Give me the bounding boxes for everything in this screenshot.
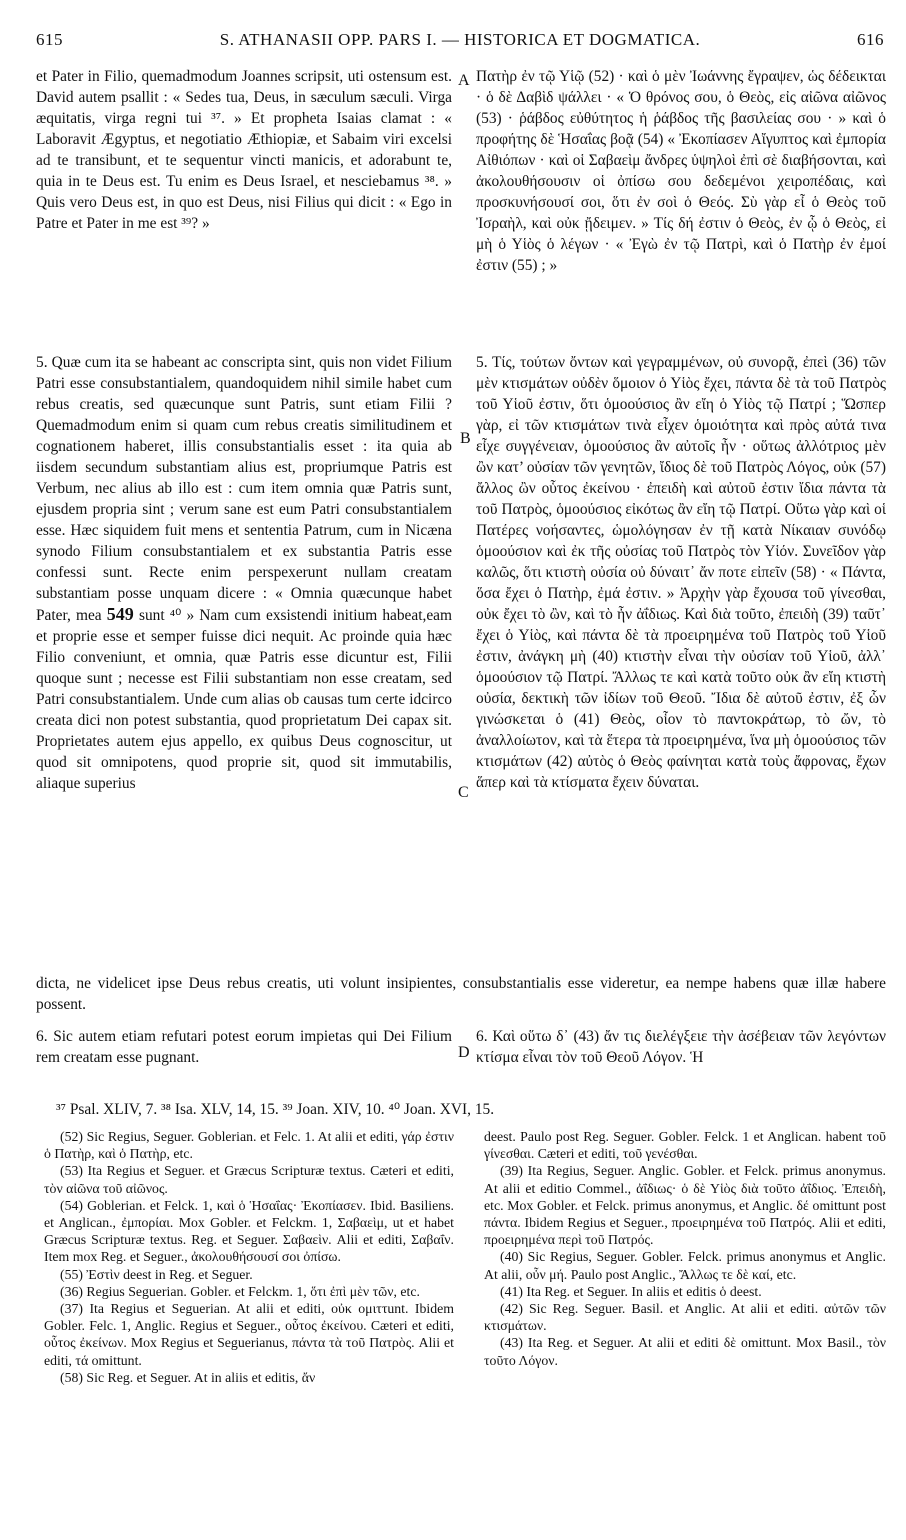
notes-left-column (44, 1128, 454, 1386)
latin-paragraph-5-text-b: sunt ⁴⁰ » Nam cum exsistendi initium habeat,eam et proprie esse et semper fuisse dici nequit. Ac proinde quia hæc Filio conveniunt, et omnia, quæ Patris esse dicuntur est, Filii quoque sunt ; necesse est Filii substantiam non esse creatam, sed Patri consubstantialem. Unde cum alias ob causas tum certe idcirco creata dici non potest substantia, quod proprietatum Dei capax sit. Proprietates autem ejus appello, ex quibus Deus cognoscitur, ut quod sit omnipotens, quod proprie sit, quod sit immutabilis, aliaque superius (36, 607, 452, 792)
note: (39) Ita Regius, Seguer. Anglic. Gobler. et Felck. primus anonymus. At alii et editio Commel., ἀΐδιως· ὁ δὲ Υἱὸς διὰ τοῦτο ἀΐδιος. Ἐπειδὴ, etc. Mox Gobler. et Felck. primus anonymus, et Anglic. δέ omittunt post πάντα. Ibidem Regius et Seguer., προειρημένα τοῦ Πατρός. Alii et editi, προειρημένα περὶ τοῦ Πατρός. (484, 1163, 886, 1248)
greek-paragraph-5: 5. Τίς, τούτων ὄντων καὶ γεγραμμένων, οὐ συνορᾷ, ἐπεὶ (36) τῶν μὲν κτισμάτων οὐδὲν ὅμοιον ὁ Υἱὸς ἔχει, πάντα δὲ τὰ τοῦ Πατρὸς τοῦ Υἱοῦ ἐστιν, ὅτι ὁμοούσιος ἂν εἴη ὁ Υἱὸς τῷ Πατρί ; Ὥσπερ γὰρ, εἰ τῶν κτισμάτων τινὰ εἶχεν ὁμοιότητα καὶ πρὸς αὐτά τινα εἶχε συγγένειαν, ὁμοούσιος ἂν αὐτοῖς ἦν · οὕτως ἀλλότριος μὲν ὢν κατ’ οὐσίαν τῶν γενητῶν, ἴδιος δὲ τοῦ Πατρὸς Λόγος, οὐκ (57) ἄλλος ὢν οὗτος ἐκείνου · ἐπειδὴ καὶ αὐτοῦ ἐστιν ἴδια πάντα τὰ τοῦ Πατρὸς, ὁμοούσιος εἰκότως ἂν εἴη τῷ Πατρί. Οὕτω γὰρ καὶ οἱ Πατέρες νοήσαντες, ὡμολόγησαν ἐν τῇ κατὰ Νίκαιαν συνόδῳ ὁμοούσιον καὶ ἐκ τῆς οὐσίας τοῦ Πατρὸς τὸν Υἱόν. Συνεῖδον γὰρ καλῶς, ὅτι κτιστὴ οὐσία οὐ δύναιτ᾽ ἄν ποτε εἰπεῖν (58) · « Πάντα, ὅσα ἔχει ὁ Πατὴρ, ἐμά ἐστιν. » Ἀρχὴν γὰρ ἔχουσα τοῦ γίνεσθαι, οὐκ ἔχει τὸ ὢν, καὶ τὸ ἦν ἀΐδιως. Καὶ διὰ τοῦτο, ἐπειδὴ (39) ταῦτ᾽ ἔχει ὁ Υἱὸς, καὶ πάντα δὲ τὰ προειρημένα τοῦ Πατρὸς τοῦ Υἱοῦ ἐστιν, ἀνάγκη μὴ (40) κτιστὴν εἶναι τὴν οὐσίαν τοῦ Υἱοῦ, ἀλλ᾽ ὁμοούσιον τῷ Πατρί. Ἄλλως τε καὶ κατὰ τοῦτο οὐκ ἂν εἴη κτιστὴ οὐσία, δεκτικὴ τῶν ἰδίων τοῦ Θεοῦ. Ἴδια δὲ αὐτοῦ ἐστιν, ἐξ ὧν γινώσκεται ὁ (41) Θεὸς, οἷον τὸ παντοκράτωρ, τὸ ὤν, τὸ ἀναλλοίωτον, καὶ τὰ ἕτερα τὰ προειρημένα, ἵνα μὴ ὁμοούσιος τῶν κτισμάτων (42) αὐτὸς ὁ Θεὸς φαίνηται κατὰ τοὺς ἄφρονας, ἔχων ἅπερ καὶ τὰ κτίσματα ἔχειν δύναται. (476, 354, 886, 791)
notes-right-column (484, 1128, 886, 1369)
full-width-line: dicta, ne videlicet ipse Deus rebus creatis, uti volunt insipientes, consubstantialis esse videretur, ea nempe habens quæ illæ habere possent. (36, 975, 886, 1013)
note: (55) Ἐστὶν deest in Reg. et Seguer. (60, 1266, 253, 1282)
note: (54) Goblerian. et Felck. 1, καὶ ὁ Ἡσαΐας· Ἐκοπίασεν. Ibid. Basiliens. et Anglican., ἐμπορίαι. Mox Gobler. et Felckm. 1, Σαβαεὶμ, ut et habet Græcus Scripturæ textus. Reg. et Seguer. Σαβαεὶν. Alii et editi, Σαβαΐν. Item mox Reg. et Seguer., ἀκολουθήσουσί σοι ὀπίσω. (44, 1197, 454, 1265)
latin-paragraph-5-text-a: 5. Quæ cum ita se habeant ac conscripta sint, quis non videt Filium Patri esse consubstantialem, quandoquidem nihil simile habet cum rebus creatis, sed quæcunque sunt Patris, sunt etiam Filii ? Quemadmodum enim si quam cum rebus creatis similitudinem et cognationem haberet, illis consubstantialis esset : ita quia ab iisdem secundum substantiam alius est, propriumque Patris est Verbum, nec alius ab illo est : cum item omnia quæ Patris sunt, ejusdem propria sint ; verum sane est eum Patri consubstantialem esse. Hæc siquidem fuit mens et sententia Patrum, cum in Nicæna synodo Filium consubstantialem et ex substantia Patris esse confessi sunt. Recte enim perspexerunt nullam creatam substantiam posse unquam dicere : « Omnia quæcunque habet Pater, mea (36, 354, 452, 624)
latin-paragraph-6: 6. Sic autem etiam refutari potest eorum impietas qui Dei Filium rem creatam esse pugnant. (36, 1028, 452, 1066)
note: (53) Ita Regius et Seguer. et Græcus Scripturæ textus. Cæteri et editi, τὸν αἰῶνα τοῦ αἰῶνος. (44, 1163, 454, 1196)
note: (37) Ita Regius et Seguerian. At alii et editi, οὐκ ομιττunt. Ibidem Gobler. Felc. 1, Anglic. Regius et Seguer., οὗτος ἐκείνου. Cæteri et editi, οὗτος ἐκείνων. Mox Regius et Seguerianus, πάντα τὰ τοῦ Πατρὸς. Alii et editi, τά omittunt. (44, 1301, 454, 1368)
running-title: S. ATHANASII OPP. PARS I. — HISTORICA ET DOGMATICA. (219, 30, 701, 49)
latin-paragraph-5 (36, 352, 452, 794)
running-header (36, 30, 884, 54)
note: (41) Ita Reg. et Seguer. In aliis et editis ὁ deest. (500, 1283, 762, 1299)
note: deest. Paulo post Reg. Seguer. Gobler. Felck. 1 et Anglican. habent τοῦ γίνεσθαι. Cæteri et editi, τοῦ γενέσθαι. (484, 1129, 886, 1162)
margin-letter-a: A (458, 72, 470, 89)
margin-letter-b: B (460, 430, 471, 447)
note: (58) Sic Reg. et Seguer. At in aliis et editis, ἄν (60, 1369, 316, 1385)
note: (43) Ita Reg. et Seguer. At alii et editi δὲ omittunt. Mox Basil., τὸν τοῦτο Λόγον. (484, 1335, 886, 1368)
margin-letter-d: D (458, 1044, 470, 1061)
note: (40) Sic Regius, Seguer. Gobler. Felck. primus anonymus et Anglic. At alii, οὖν μή. Paulo post Anglic., Ἄλλως τε δὲ καί, etc. (484, 1249, 886, 1282)
note: (36) Regius Seguerian. Gobler. et Felckm. 1, ὅτι ἐπὶ μὲν τῶν, etc. (60, 1283, 420, 1299)
scripture-references: ³⁷ Psal. XLIV, 7. ³⁸ Isa. XLV, 14, 15. ³⁹ Joan. XIV, 10. ⁴⁰ Joan. XVI, 15. (56, 1101, 495, 1118)
page-number-right: 616 (857, 30, 884, 49)
bold-column-number: 549 (106, 604, 134, 624)
note: (52) Sic Regius, Seguer. Goblerian. et Felc. 1. At alii et editi, γάρ ἐστιν ὁ Πατὴρ, καὶ ὁ Πατὴρ, etc. (44, 1129, 454, 1162)
greek-paragraph-6: 6. Καὶ οὕτω δ᾽ (43) ἄν τις διελέγξειε τὴν ἀσέβειαν τῶν λεγόντων κτίσμα εἶναι τὸν τοῦ Θεοῦ Λόγον. Ἡ (476, 1028, 886, 1066)
latin-paragraph-1: et Pater in Filio, quemadmodum Joannes scripsit, uti ostensum est. David autem psallit : « Sedes tua, Deus, in sæculum sæculi. Virga æquitatis, virga regni tui ³⁷. » Et propheta Isaias clamat : « Laboravit Ægyptus, et negotiatio Æthiopiæ, et Sabaim viri excelsi ad te transibunt, et te sequentur vincti manicis, et adorabunt te, quia in te Deus est. Tu enim es Deus Israel, et nesciebamus ³⁸. » Quis vero Deus est, in quo est Deus, nisi Filius qui dicit : « Ego in Patre et Pater in me est ³⁹? » (36, 68, 452, 232)
note: (42) Sic Reg. Seguer. Basil. et Anglic. At alii et editi. αὐτῶν τῶν κτισμάτων. (484, 1301, 886, 1334)
page-number-left: 615 (36, 30, 63, 49)
margin-letter-c: C (458, 784, 469, 801)
greek-paragraph-1: Πατὴρ ἐν τῷ Υἱῷ (52) · καὶ ὁ μὲν Ἰωάννης ἔγραψεν, ὡς δέδεικται · ὁ δὲ Δαβὶδ ψάλλει · « Ὁ θρόνος σου, ὁ Θεὸς, εἰς αἰῶνα αἰῶνος (53) · ῥάβδος εὐθύτητος ἡ ῥάβδος τῆς βασιλείας σου · » καὶ ὁ προφήτης δὲ Ἡσαΐας βοᾷ (54) « Ἐκοπίασεν Αἴγυπτος καὶ ἐμπορία Αἰθιόπων · καὶ οἱ Σαβαεὶμ ἄνδρες ὑψηλοὶ ἐπὶ σὲ διαβήσονται, καὶ ἀκολουθήσουσιν οἱ ὀπίσω σου δεδεμένοι χειροπέδαις, καὶ προσκυνήσουσί σοι, ὅτι ἐν σοὶ ὁ Θεός. Σὺ γὰρ εἶ ὁ Θεὸς τοῦ Ἰσραὴλ, καὶ οὐκ ᾔδειμεν. » Τίς δή ἐστιν ὁ Θεὸς, ἐν ᾧ ὁ Θεὸς, εἰ μὴ ὁ Υἱὸς ὁ λέγων · « Ἐγὼ ἐν τῷ Πατρὶ, καὶ ὁ Πατὴρ ἐν ἐμοί ἐστιν (55) ; » (476, 68, 886, 274)
